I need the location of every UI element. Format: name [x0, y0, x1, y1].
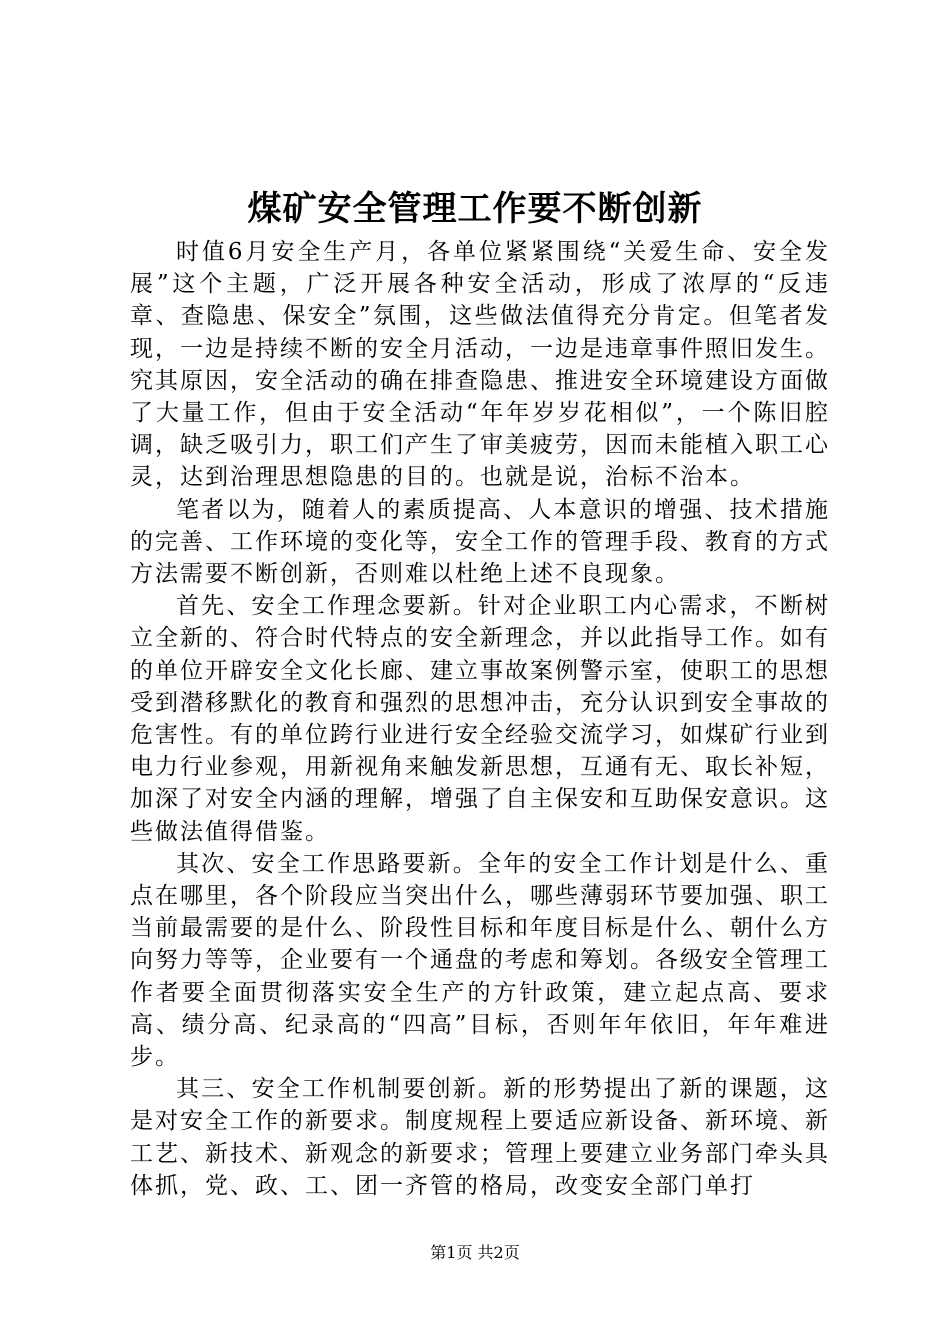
document-title: 煤矿安全管理工作要不断创新 [247, 189, 703, 229]
document-body [130, 236, 830, 1202]
paragraph: 笔者以为，随着人的素质提高、人本意识的增强、技术措施的完善、工作环境的变化等，安全工作的管理手段、教育的方式方法需要不断创新，否则难以杜绝上述不良现象。 [130, 496, 830, 588]
paragraph: 其次、安全工作思路要新。全年的安全工作计划是什么、重点在哪里，各个阶段应当突出什么，哪些薄弱环节要加强、职工当前最需要的是什么、阶段性目标和年度目标是什么、朝什么方向努力等等，企业要有一个通盘的考虑和筹划。各级安全管理工作者要全面贯彻落实安全生产的方针政策，建立起点高、要求高、绩分高、纪录高的“四高”目标，否则年年依旧，年年难进步。 [130, 850, 830, 1071]
paragraph: 其三、安全工作机制要创新。新的形势提出了新的课题，这是对安全工作的新要求。制度规程上要适应新设备、新环境、新工艺、新技术、新观念的新要求；管理上要建立业务部门牵头具体抓，党、政、工、团一齐管的格局，改变安全部门单打 [130, 1076, 830, 1199]
paragraph: 首先、安全工作理念要新。针对企业职工内心需求，不断树立全新的、符合时代特点的安全新理念，并以此指导工作。如有的单位开辟安全文化长廊、建立事故案例警示室，使职工的思想受到潜移默化的教育和强烈的思想冲击，充分认识到安全事故的危害性。有的单位跨行业进行安全经验交流学习，如煤矿行业到电力行业参观，用新视角来触发新思想，互通有无、取长补短，加深了对安全内涵的理解，增强了自主保安和互助保安意识。这些做法值得借鉴。 [130, 593, 830, 845]
paragraph: 时值6月安全生产月，各单位紧紧围绕“关爱生命、安全发展”这个主题，广泛开展各种安全活动，形成了浓厚的“反违章、查隐患、保安全”氛围，这些做法值得充分肯定。但笔者发现，一边是持续不断的安全月活动，一边是违章事件照旧发生。究其原因，安全活动的确在排查隐患、推进安全环境建设方面做了大量工作，但由于安全活动“年年岁岁花相似”，一个陈旧腔调，缺乏吸引力，职工们产生了审美疲劳，因而未能植入职工心灵，达到治理思想隐患的目的。也就是说，治标不治本。 [130, 239, 830, 491]
page-footer: 第1页 共2页 [430, 1243, 520, 1262]
